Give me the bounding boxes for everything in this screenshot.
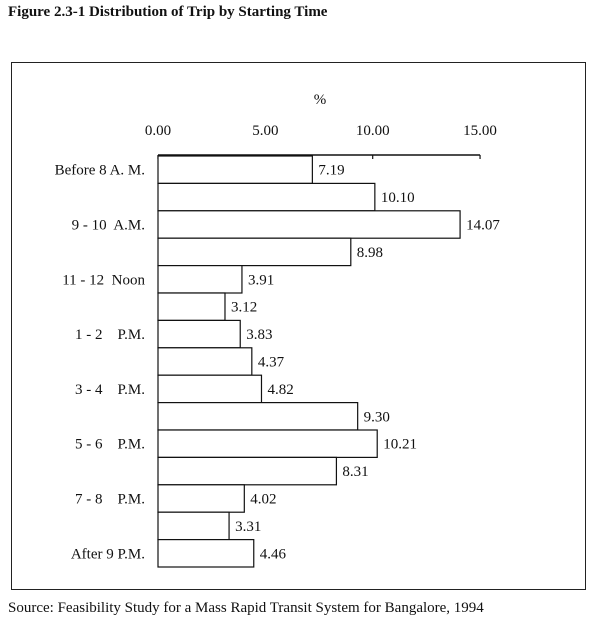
bar bbox=[158, 512, 229, 539]
data-label: 10.21 bbox=[383, 436, 417, 453]
category-label: Before 8 A. M. bbox=[54, 162, 145, 179]
data-label: 4.82 bbox=[267, 381, 294, 398]
data-label: 4.02 bbox=[250, 491, 277, 508]
data-label: 4.46 bbox=[259, 546, 287, 563]
data-label: 3.12 bbox=[230, 299, 258, 316]
data-label: 3.83 bbox=[246, 327, 273, 344]
category-label: 3 - 4 P.M. bbox=[74, 381, 145, 398]
data-label: 7.19 bbox=[318, 162, 345, 179]
x-axis bbox=[145, 123, 497, 159]
x-tick-label: 15.00 bbox=[463, 123, 497, 139]
category-label: 7 - 8 P.M. bbox=[74, 491, 145, 508]
data-label: 14.07 bbox=[466, 217, 500, 234]
data-label: 9.30 bbox=[363, 409, 390, 426]
bar bbox=[158, 293, 225, 320]
bar bbox=[158, 320, 240, 347]
data-label: 3.31 bbox=[235, 518, 262, 535]
data-label: 8.98 bbox=[356, 244, 384, 261]
bar bbox=[158, 238, 351, 265]
bar bbox=[158, 540, 254, 567]
bar bbox=[158, 375, 261, 402]
data-label: 10.10 bbox=[380, 190, 415, 207]
x-tick-label: 0.00 bbox=[144, 123, 172, 139]
bar bbox=[158, 457, 336, 484]
bar bbox=[158, 211, 460, 238]
category-label: 9 - 10 A.M. bbox=[71, 217, 145, 234]
bar bbox=[158, 156, 312, 183]
figure-title: Figure 2.3-1 Distribution of Trip by Starting Time bbox=[8, 4, 328, 20]
bar bbox=[158, 485, 244, 512]
category-label: 11 - 12 Noon bbox=[62, 272, 145, 289]
source-note: Source: Feasibility Study for a Mass Rapid Transit System for Bangalore, 1994 bbox=[8, 600, 484, 616]
bars bbox=[158, 156, 460, 567]
x-axis-label: % bbox=[313, 92, 327, 108]
bar bbox=[158, 403, 358, 430]
data-label: 8.31 bbox=[342, 464, 369, 481]
category-label: 1 - 2 P.M. bbox=[74, 327, 145, 344]
data-label: 3.91 bbox=[247, 272, 275, 289]
bar bbox=[158, 348, 252, 375]
bar bbox=[158, 183, 375, 210]
x-tick-label: 10.00 bbox=[355, 123, 390, 139]
category-label: After 9 P.M. bbox=[70, 546, 145, 563]
data-label: 4.37 bbox=[257, 354, 285, 371]
category-label: 5 - 6 P.M. bbox=[74, 436, 145, 453]
bar bbox=[158, 430, 377, 457]
bar bbox=[158, 266, 242, 293]
x-tick-label: 5.00 bbox=[252, 123, 279, 139]
